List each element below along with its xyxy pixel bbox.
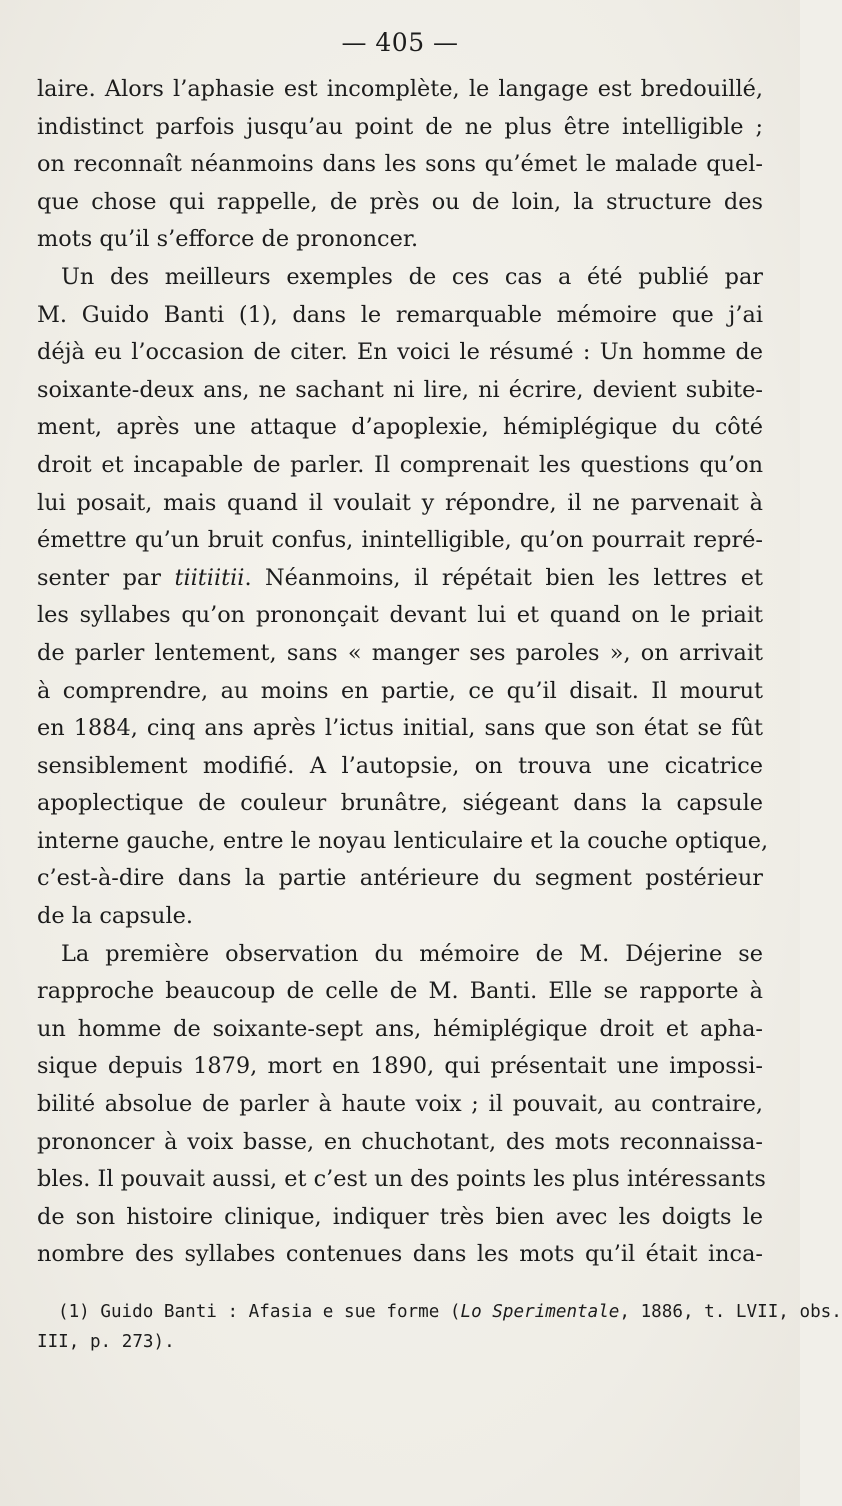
text-line: à comprendre, au moins en partie, ce qu’il disait. Il mourut (37, 677, 763, 704)
text-line: rapproche beaucoup de celle de M. Banti. Elle se rapporte à (37, 978, 763, 1005)
page-number: — 405 — (341, 28, 459, 57)
text-line: c’est-à-dire dans la partie antérieure du segment postérieur (37, 865, 763, 892)
text-line: soixante-deux ans, ne sachant ni lire, ni écrire, devient subite- (37, 376, 763, 403)
text-line: un homme de soixante-sept ans, hémiplégique droit et apha- (37, 1015, 763, 1042)
text-line: les syllabes qu’on prononçait devant lui et quand on le priait (37, 602, 763, 629)
text-line: de la capsule. (37, 903, 193, 930)
text-segment: . Néanmoins, il répétait bien les lettres et (244, 564, 763, 591)
text-line: on reconnaît néanmoins dans les sons qu’émet le malade quel- (37, 151, 763, 178)
text-line-with-italic (37, 560, 763, 598)
text-segment: senter par (37, 564, 175, 591)
text-line: droit et incapable de parler. Il comprenait les questions qu’on (37, 451, 763, 478)
text-line: sensiblement modifié. A l’autopsie, on trouva une cicatrice (37, 752, 763, 779)
text-line: interne gauche, entre le noyau lenticulaire et la couche optique, (37, 827, 769, 854)
text-line: de son histoire clinique, indiquer très bien avec les doigts le (37, 1203, 763, 1230)
text-line: M. Guido Banti (1), dans le remarquable mémoire que j’ai (37, 301, 763, 328)
text-line: en 1884, cinq ans après l’ictus initial, sans que son état se fût (37, 715, 763, 742)
text-line: bles. Il pouvait aussi, et c’est un des points les plus intéressants (37, 1166, 766, 1193)
paragraph-start-line: La première observation du mémoire de M. Déjerine se (61, 940, 763, 967)
text-line: nombre des syllabes contenues dans les mots qu’il était inca- (37, 1241, 763, 1268)
text-line: apoplectique de couleur brunâtre, siégeant dans la capsule (37, 790, 763, 817)
text-line: sique depuis 1879, mort en 1890, qui présentait une impossi- (37, 1053, 763, 1080)
text-line: bilité absolue de parler à haute voix ; il pouvait, au contraire, (37, 1091, 763, 1118)
text-line: déjà eu l’occasion de citer. En voici le résumé : Un homme de (37, 339, 763, 366)
footnote (37, 1297, 842, 1357)
text-line: que chose qui rappelle, de près ou de loin, la structure des (37, 188, 763, 215)
text-line: ment, après une attaque d’apoplexie, hémiplégique du côté (37, 414, 763, 441)
journal-title: Lo Sperimentale (460, 1302, 620, 1322)
footnote-segment: (1) Guido Banti : Afasia e sue forme ( (58, 1302, 461, 1322)
footnote-line: III, p. 273). (37, 1332, 175, 1352)
text-line: laire. Alors l’aphasie est incomplète, le langage est bredouillé, (37, 76, 763, 102)
text-line: mots qu’il s’efforce de prononcer. (37, 226, 419, 253)
text-line: indistinct parfois jusqu’au point de ne plus être intelligible ; (37, 113, 763, 140)
footnote-line (58, 1297, 842, 1327)
text-line: prononcer à voix basse, en chuchotant, des mots reconnaissa- (37, 1128, 763, 1155)
paragraph-start-line: Un des meilleurs exemples de ces cas a été publié par (61, 263, 763, 290)
body-text (37, 71, 769, 1274)
text-line: lui posait, mais quand il voulait y répondre, il ne parvenait à (37, 489, 763, 516)
text-line: de parler lentement, sans « manger ses paroles », on arrivait (37, 639, 763, 666)
italic-word: tiitiitii (174, 564, 245, 591)
footnote-divider (37, 1281, 763, 1291)
text-line: émettre qu’un bruit confus, inintelligible, qu’on pourrait repré- (37, 527, 763, 554)
footnote-segment: , 1886, t. LVII, obs. (619, 1302, 842, 1322)
